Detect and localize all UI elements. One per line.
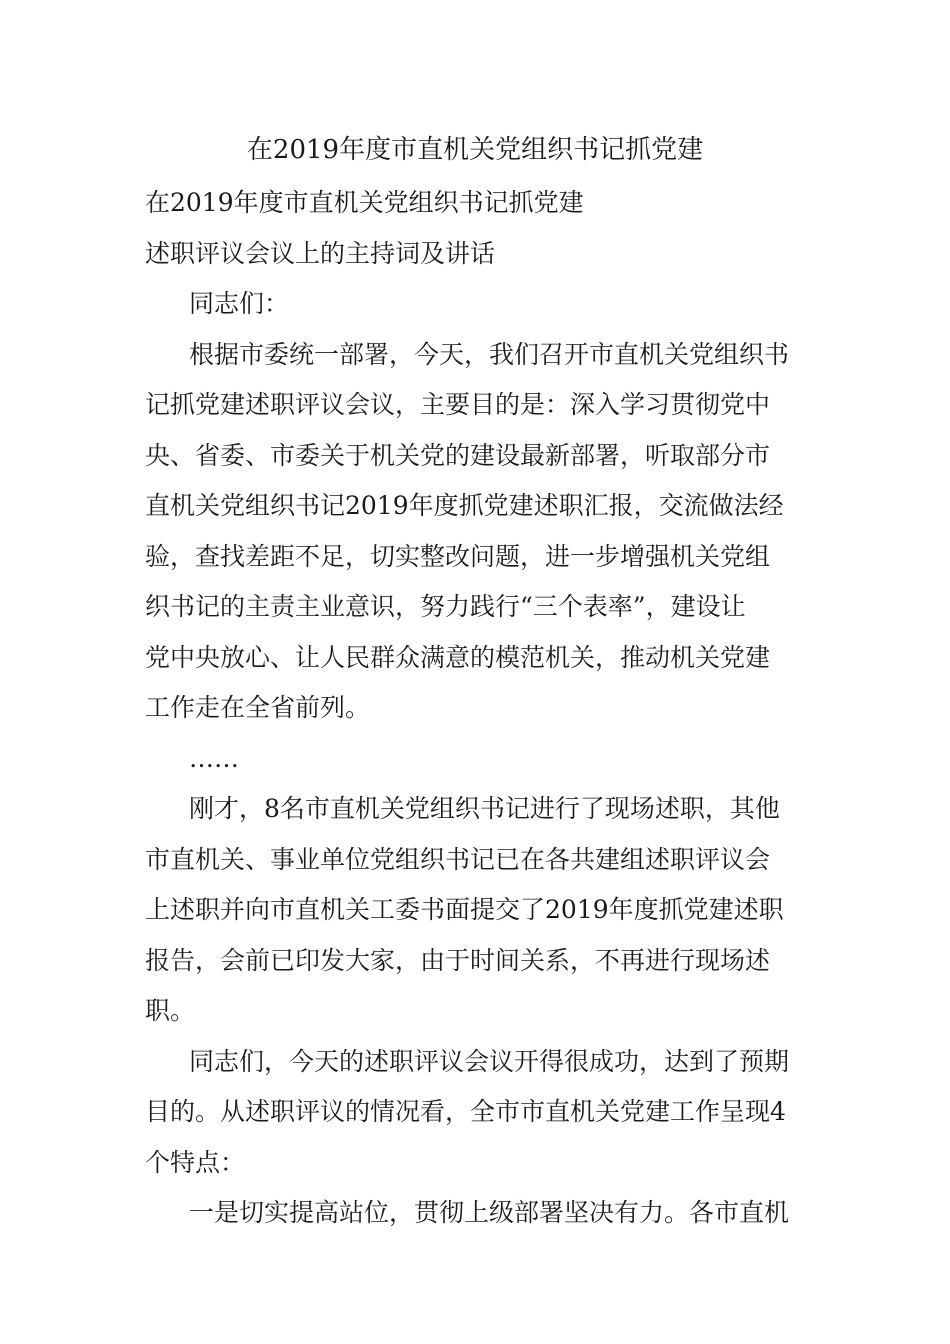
salutation: 同志们： [189,289,290,318]
paragraph-line: 职。 [145,996,196,1025]
paragraph-line: 刚才，8名市直机关党组织书记进行了现场述职，其他 [189,794,780,823]
subtitle-line-2: 述职评议会议上的主持词及讲话 [145,238,496,268]
paragraph-line: 工作走在全省前列。 [145,693,371,722]
paragraph-line: 直机关党组织书记2019年度抓党建述职汇报，交流做法经 [145,491,784,520]
paragraph-line: 个特点： [145,1147,246,1177]
paragraph-line: 同志们，今天的述职评议会议开得很成功，达到了预期 [189,1046,790,1076]
paragraph-line: 上述职并向市直机关工委书面提交了2019年度抓党建述职 [145,895,784,924]
document-body [145,178,810,1239]
paragraph-line: 织书记的主责主业意识，努力践行“三个表率”，建设让 [145,592,746,621]
paragraph-line: 验，查找差距不足，切实整改问题，进一步增强机关党组 [145,541,771,571]
paragraph-line: 根据市委统一部署，今天，我们召开市直机关党组织书 [189,339,790,369]
paragraph-line: 目的。从述职评议的情况看，全市市直机关党建工作呈现4 [145,1097,786,1126]
ellipsis-line: …… [189,743,239,773]
paragraph-line: 记抓党建述职评议会议，主要目的是：深入学习贯彻党中 [145,390,771,419]
paragraph-line: 市直机关、事业单位党组织书记已在各共建组述职评议会 [145,844,771,874]
paragraph-line: 党中央放心、让人民群众满意的模范机关，推动机关党建 [145,642,771,672]
paragraph-line: 央、省委、市委关于机关党的建设最新部署，听取部分市 [145,440,771,470]
paragraph-line: 一是切实提高站位，贯彻上级部署坚决有力。各市直机 [189,1198,790,1227]
document-title: 在2019年度市直机关党组织书记抓党建 [246,135,704,165]
paragraph-line: 报告，会前已印发大家，由于时间关系，不再进行现场述 [145,945,771,975]
subtitle-line-1: 在2019年度市直机关党组织书记抓党建 [145,188,584,217]
